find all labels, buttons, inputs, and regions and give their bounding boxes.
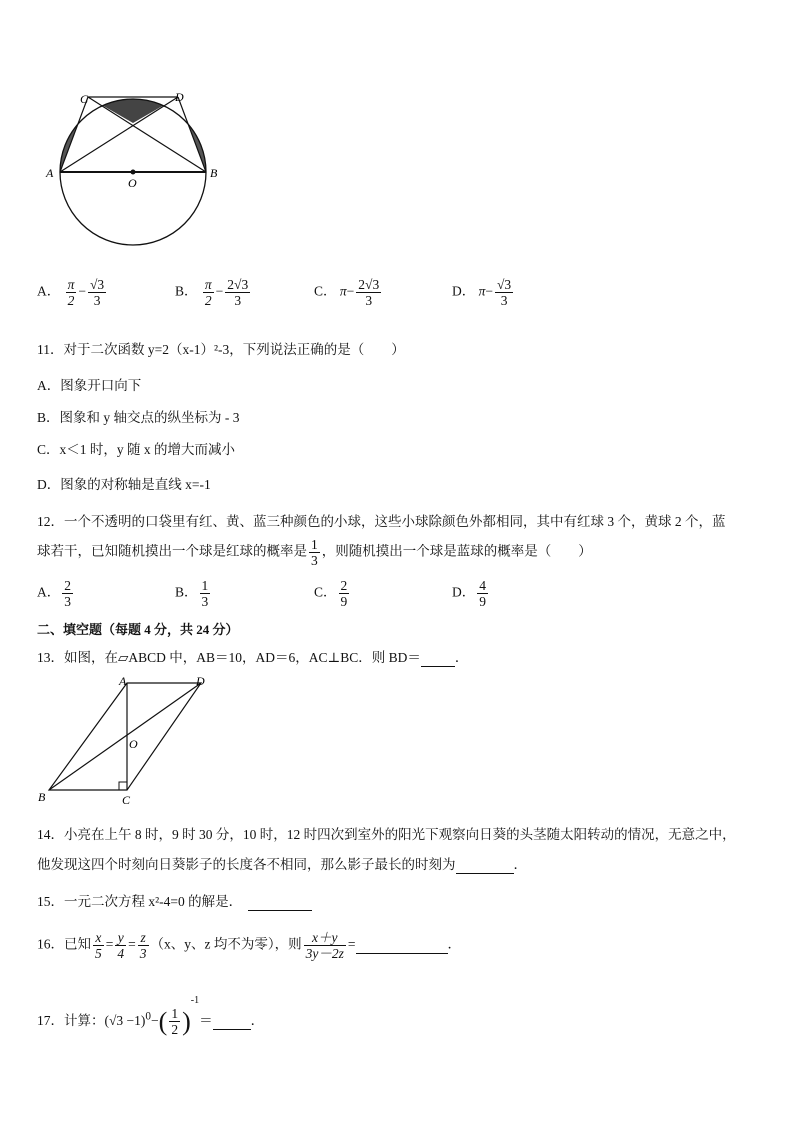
label-D: D: [175, 90, 184, 104]
q11-option-a: A．图象开口向下: [37, 378, 142, 393]
q14-line1: 14．小亮在上午 8 时，9 时 30 分，10 时，12 时四次到室外的阳光下观察向日葵的头茎随太阳转动的情况，无意之中，: [37, 827, 736, 842]
label-D2: D: [196, 674, 205, 688]
q11-stem: 11．对于二次函数 y=2（x-1）²-3，下列说法正确的是（ ）: [37, 342, 405, 357]
q10-option-a: A． $\frac{\pi}{2}$ − $\frac{√3}{3}$: [37, 277, 105, 308]
q11-option-b: B．图象和 y 轴交点的纵坐标为 - 3: [37, 410, 240, 425]
q12-option-c: C． $\frac{2}{9}$: [314, 578, 348, 609]
q17-stem: 17．计算：$(√3 -1)^0-$( $\frac{1}{2}$ )$^{-1}$＝ ．: [37, 995, 265, 1038]
label-B: B: [210, 166, 218, 180]
label-A: A: [46, 166, 54, 180]
q11-option-d: D．图象的对称轴是直线 x=-1: [37, 477, 211, 492]
q16-stem: 16．已知 $\frac{x}{5}$ = $\frac{y}{4}$ = $\frac{z}{3}$ （x、y、z 均不为零），则 $\frac{x+y}{3y-2z}$ = ．: [37, 930, 461, 961]
label-O2: O: [129, 737, 138, 751]
q15-answer-blank[interactable]: [248, 894, 312, 911]
q10-option-b: B． $\frac{\pi}{2}$ − $\frac{2√3}{3}$: [175, 277, 249, 308]
q14-answer-blank[interactable]: [456, 857, 514, 874]
q12-stem-line2: 球若干，已知随机摸出一个球是红球的概率是 $\frac{1}{3}$ ，则随机摸出一个球是蓝球的概率是（ ）: [37, 537, 592, 568]
q11-option-c: C．x＜1 时，y 随 x 的增大而减小: [37, 442, 236, 457]
label-C2: C: [122, 793, 131, 807]
q13-stem: 13．如图，在▱ABCD 中，AB＝10，AD＝6，AC⊥BC．则 BD＝ ．: [37, 650, 469, 665]
q10-option-c: C． π− $\frac{2√3}{3}$: [314, 277, 380, 308]
q15-stem: 15．一元二次方程 x²-4=0 的解是．: [37, 890, 312, 911]
q12-stem-line1: 12．一个不透明的口袋里有红、黄、蓝三种颜色的小球，这些小球除颜色外都相同，其中有红球 3 个，黄球 2 个，蓝: [37, 514, 726, 529]
q17-answer-blank[interactable]: [213, 1013, 251, 1030]
circle-figure: [40, 85, 230, 255]
label-B2: B: [38, 790, 46, 804]
label-C: C: [80, 92, 89, 106]
parallelogram-figure: [33, 673, 218, 808]
q12-option-b: B． $\frac{1}{3}$: [175, 578, 209, 609]
q14-line2: 他发现这四个时刻向日葵影子的长度各不相同，那么影子最长的时刻为 ．: [37, 857, 527, 872]
label-A2: A: [119, 674, 127, 688]
q10-option-d: D． π− $\frac{√3}{3}$: [452, 277, 512, 308]
q12-option-d: D． $\frac{4}{9}$: [452, 578, 486, 609]
q16-answer-blank[interactable]: [356, 937, 448, 954]
q13-answer-blank[interactable]: [421, 650, 455, 667]
section-title: 二、填空题（每题 4 分，共 24 分）: [37, 622, 239, 637]
q12-option-a: A． $\frac{2}{3}$: [37, 578, 71, 609]
label-O: O: [128, 176, 137, 190]
